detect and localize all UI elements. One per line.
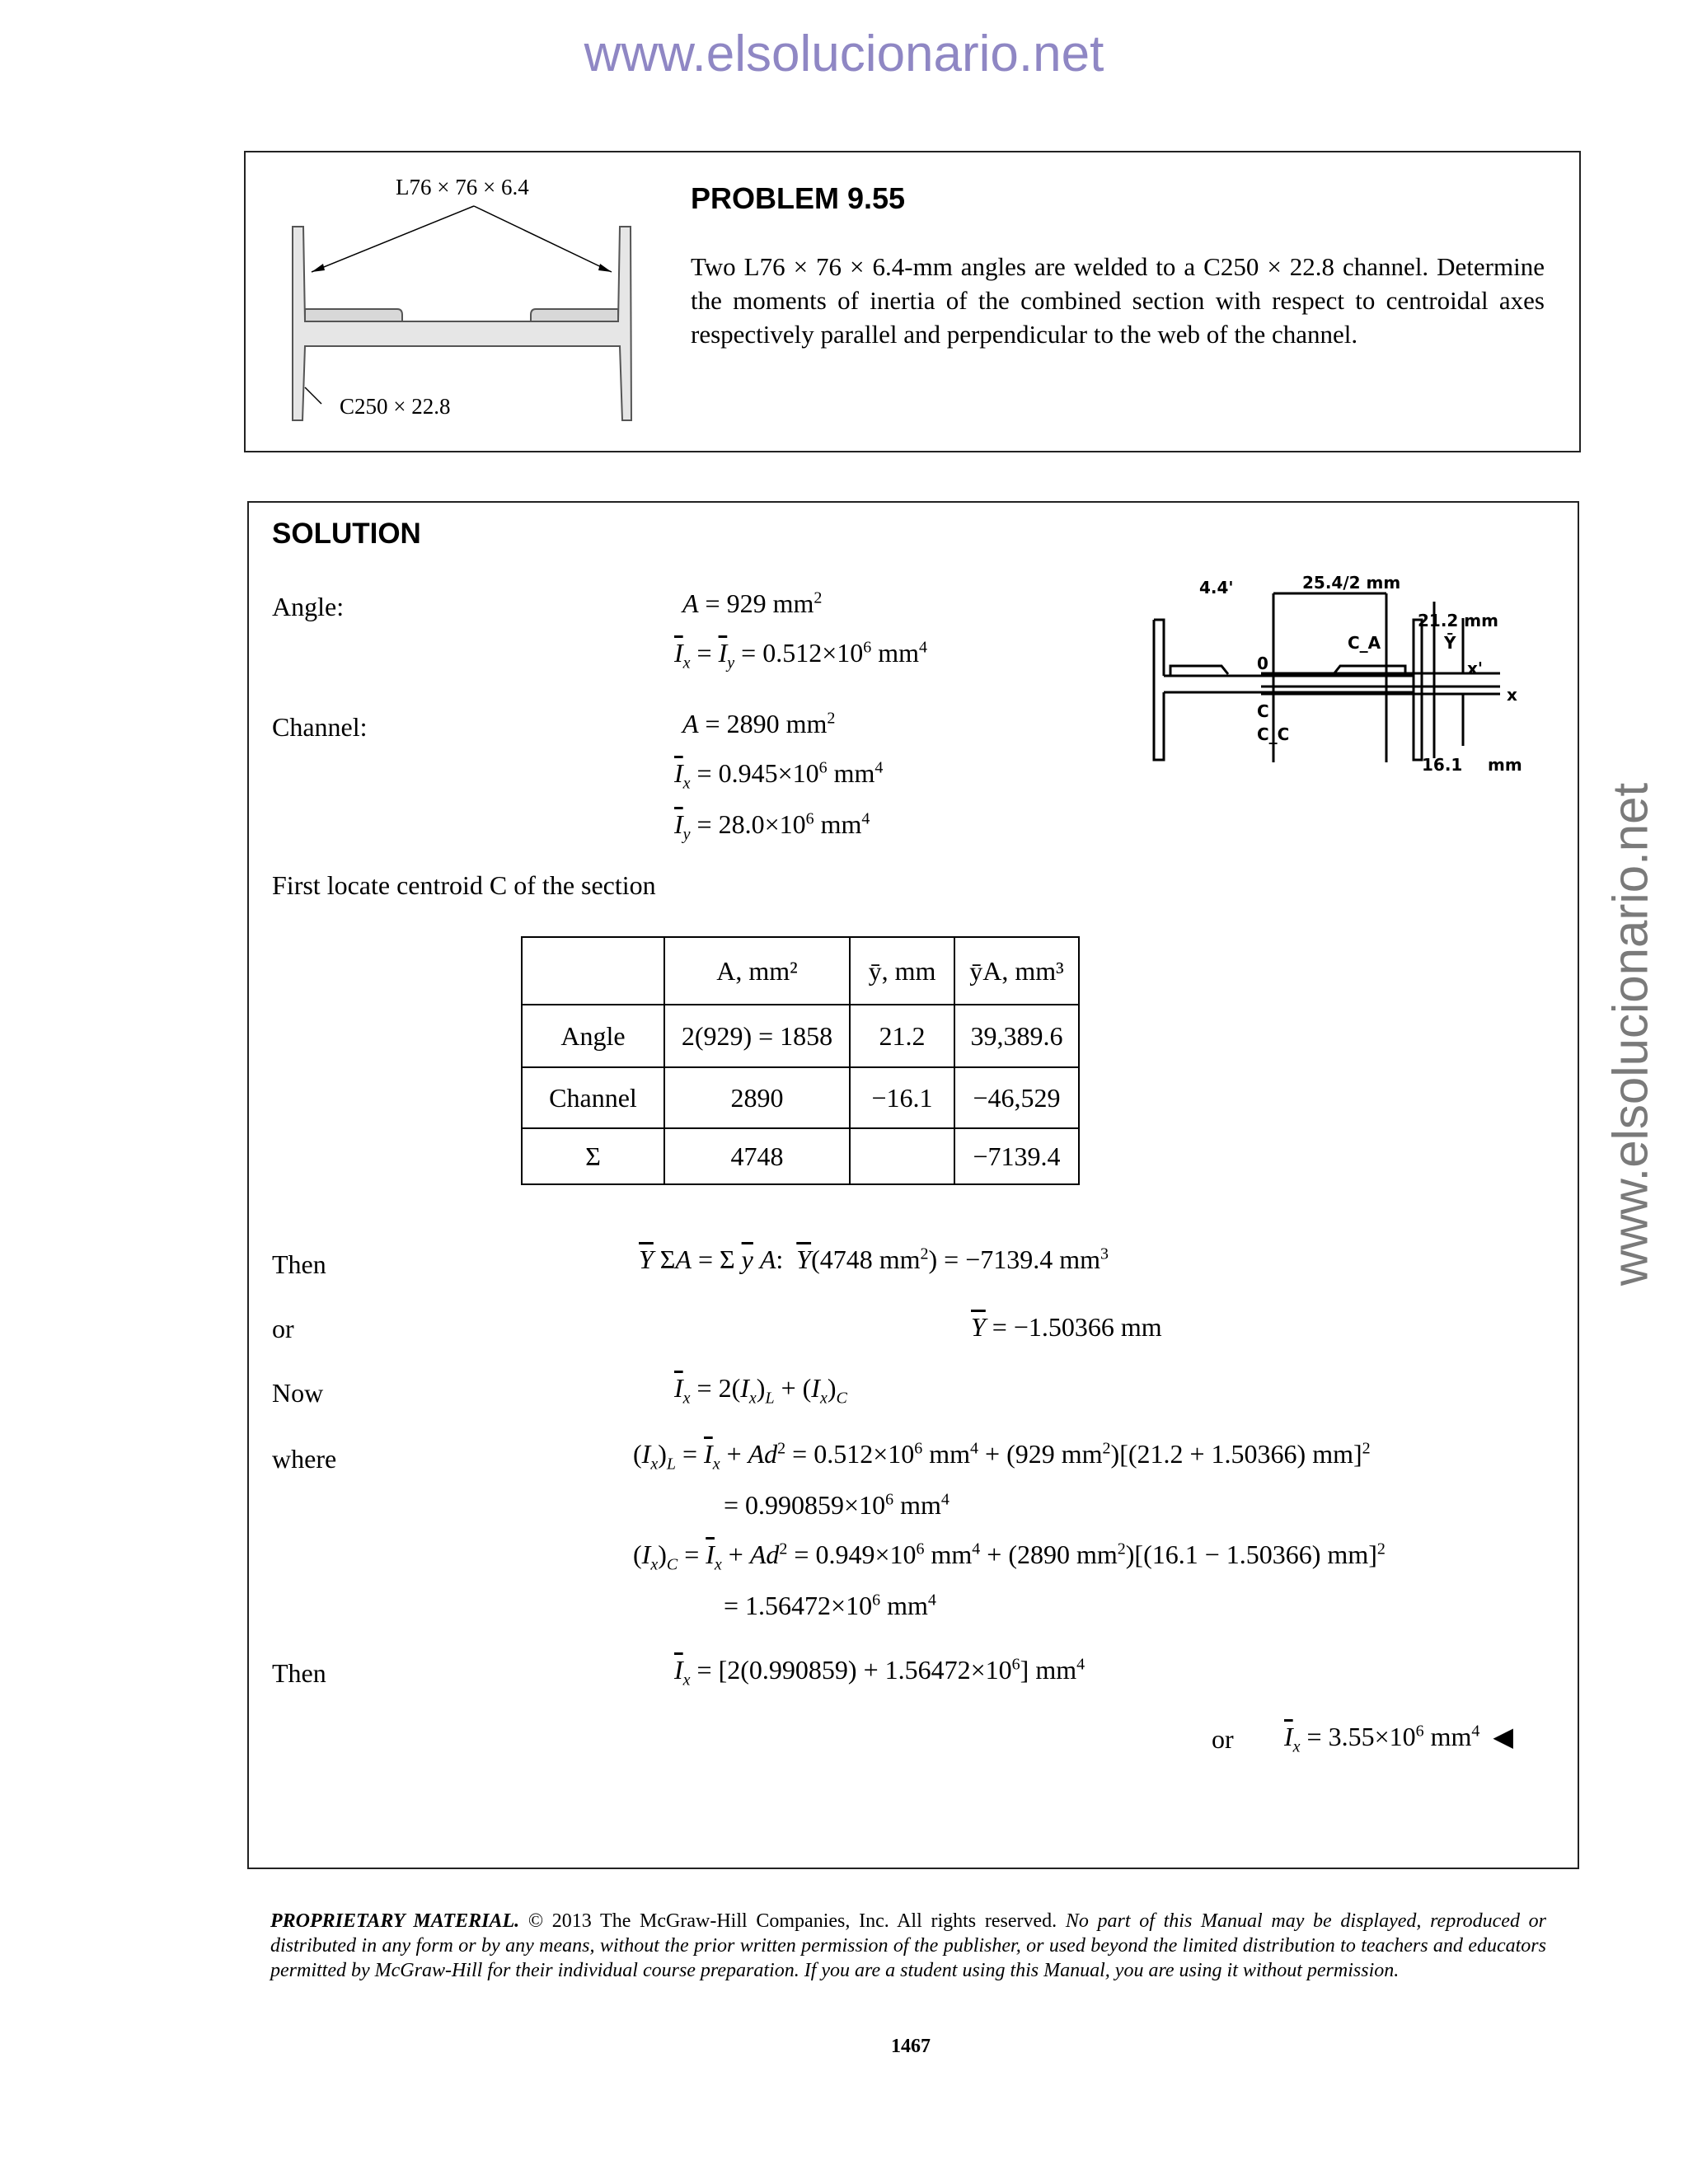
angle-area-eq: A = 929 $mm^2$ [682,588,823,618]
ix-angle-result: = $0.990859\times 10^6$ $mm^4$ [724,1490,950,1520]
centroid-eq: $\overline{Y}$ ΣA = Σ $\overline{y}$ A: $\overline{Y}(4748$ $mm^2) = -7139.4$ $mm^3$ [639,1244,1109,1274]
problem-text: Two L76 × 76 × 6.4-mm angles are welded to a C250 × 22.8 channel. Determine the moments of inertia of the combined section with respect to centroidal axes respectively parallel and perpendicular to the web of the channel. [691,252,1545,349]
ix-total-eq: $\overline{I}_x = 2(I_x)_L + (I_x)_C$ [674,1373,847,1408]
angle-right-shape [531,309,618,321]
figure-channel-label: C250 × 22.8 [340,394,451,419]
centroid-result-eq: $\overline{Y} = -1.50366$ mm [971,1312,1162,1342]
channel-shape [293,227,631,420]
solution-title: SOLUTION [272,518,421,550]
table-header-cell: A, mm² [664,937,850,1005]
problem-figure [272,165,659,437]
sketch-l1: 4.4' [1199,578,1234,598]
final-answer-eq: $\overline{I}_x = 3.55\times 10^6$ $mm^4$ ◀ [1284,1722,1514,1756]
problem-title: PROBLEM 9.55 [691,181,906,215]
solution-sketch [1137,569,1550,783]
centroid-table [521,936,1080,1185]
watermark-side: www.elsolucionario.net [1602,782,1658,1286]
table-cell: 2(929) = 1858 [664,1005,850,1067]
locate-text: First locate centroid C of the section [272,870,656,900]
table-header-cell: ȳ, mm [850,937,954,1005]
now-label: Now [272,1378,324,1408]
table-header-cell: ȳA, mm³ [954,937,1079,1005]
table-header-row [522,937,1079,1005]
figure-angle-label: L76 × 76 × 6.4 [396,175,529,199]
ix-channel-eq: $(I_x)_C = \overline{I}_x + Ad^2 = 0.949\times 10^6$ $mm^4 + (2890$ $mm^2)[(16.1 - 1.50366)$ mm]$^2$ [633,1540,1386,1574]
angle-inertia-eq: $\overline{I}_x = \overline{I}_y = 0.512\times 10^6$ $mm^4$ [674,638,928,673]
sketch-l2: 25.4/2 mm [1302,573,1401,593]
table-cell: −16.1 [850,1067,954,1128]
sketch-l11: 16.1 [1422,755,1463,775]
sketch-l3: 21.2 mm [1418,611,1498,630]
or-label-2: or [1212,1724,1234,1754]
channel-area-eq: A = 2890 $mm^2$ [682,709,836,738]
table-cell: −7139.4 [954,1128,1079,1184]
watermark-top: www.elsolucionario.net [584,26,1104,82]
table-cell: 4748 [664,1128,850,1184]
or-label-1: or [272,1314,294,1343]
ix-sum-eq: $\overline{I}_x = [2(0.990859) + 1.56472\times 10^6]$ $mm^4$ [674,1655,1085,1690]
sketch-l4: C_A [1348,633,1381,653]
table-cell: 39,389.6 [954,1005,1079,1067]
sketch-l6: x' [1467,658,1484,678]
table-cell: 21.2 [850,1005,954,1067]
ix-channel-result: = $1.56472\times 10^6$ $mm^4$ [724,1591,936,1620]
channel-ix-eq: $\overline{I}_x = 0.945\times 10^6$ $mm^4$ [674,758,884,793]
sketch-l5: Ȳ [1444,633,1456,653]
channel-iy-eq: $\overline{I}_y = 28.0\times 10^6$ $mm^4$ [674,809,870,844]
sketch-l12: mm [1488,755,1522,775]
page-number: 1467 [891,2036,931,2057]
angle-left-shape [305,309,402,321]
ix-angle-eq: $(I_x)_L = \overline{I}_x + Ad^2 = 0.512\times 10^6$ $mm^4 + (929$ $mm^2)[(21.2 + 1.50366)$ mm]$^2$ [633,1439,1371,1474]
footer-text [270,1909,1546,1983]
sketch-l9: C [1257,701,1269,721]
table-cell: Angle [522,1005,664,1067]
table-cell [850,1128,954,1184]
channel-label: Channel: [272,712,368,742]
then-label-2: Then [272,1658,326,1688]
table-cell: −46,529 [954,1067,1079,1128]
footer-italic: No part of this Manual may be displayed, reproduced or distributed in any form or by any means, without the prior written permission of the publisher, or used beyond the limited distribution to teachers and educators permitted by McGraw-Hill for their individual course preparation. If you are a student using this Manual, you are using it without permission. [270,1910,1546,1981]
then-label-1: Then [272,1249,326,1279]
table-header-cell [522,937,664,1005]
footer-normal: © 2013 The McGraw-Hill Companies, Inc. All rights reserved. [519,1910,1057,1932]
table-row [522,1067,1079,1128]
where-label: where [272,1444,337,1474]
sketch-l7: x [1507,685,1517,705]
footer-bold: PROPRIETARY MATERIAL. [270,1910,520,1932]
table-cell: Σ [522,1128,664,1184]
sketch-l10: C_C [1257,724,1290,744]
table-row [522,1005,1079,1067]
sketch-l8: 0 [1257,654,1268,673]
angle-label: Angle: [272,592,345,621]
table-row [522,1128,1079,1184]
table-cell: Channel [522,1067,664,1128]
table-cell: 2890 [664,1067,850,1128]
